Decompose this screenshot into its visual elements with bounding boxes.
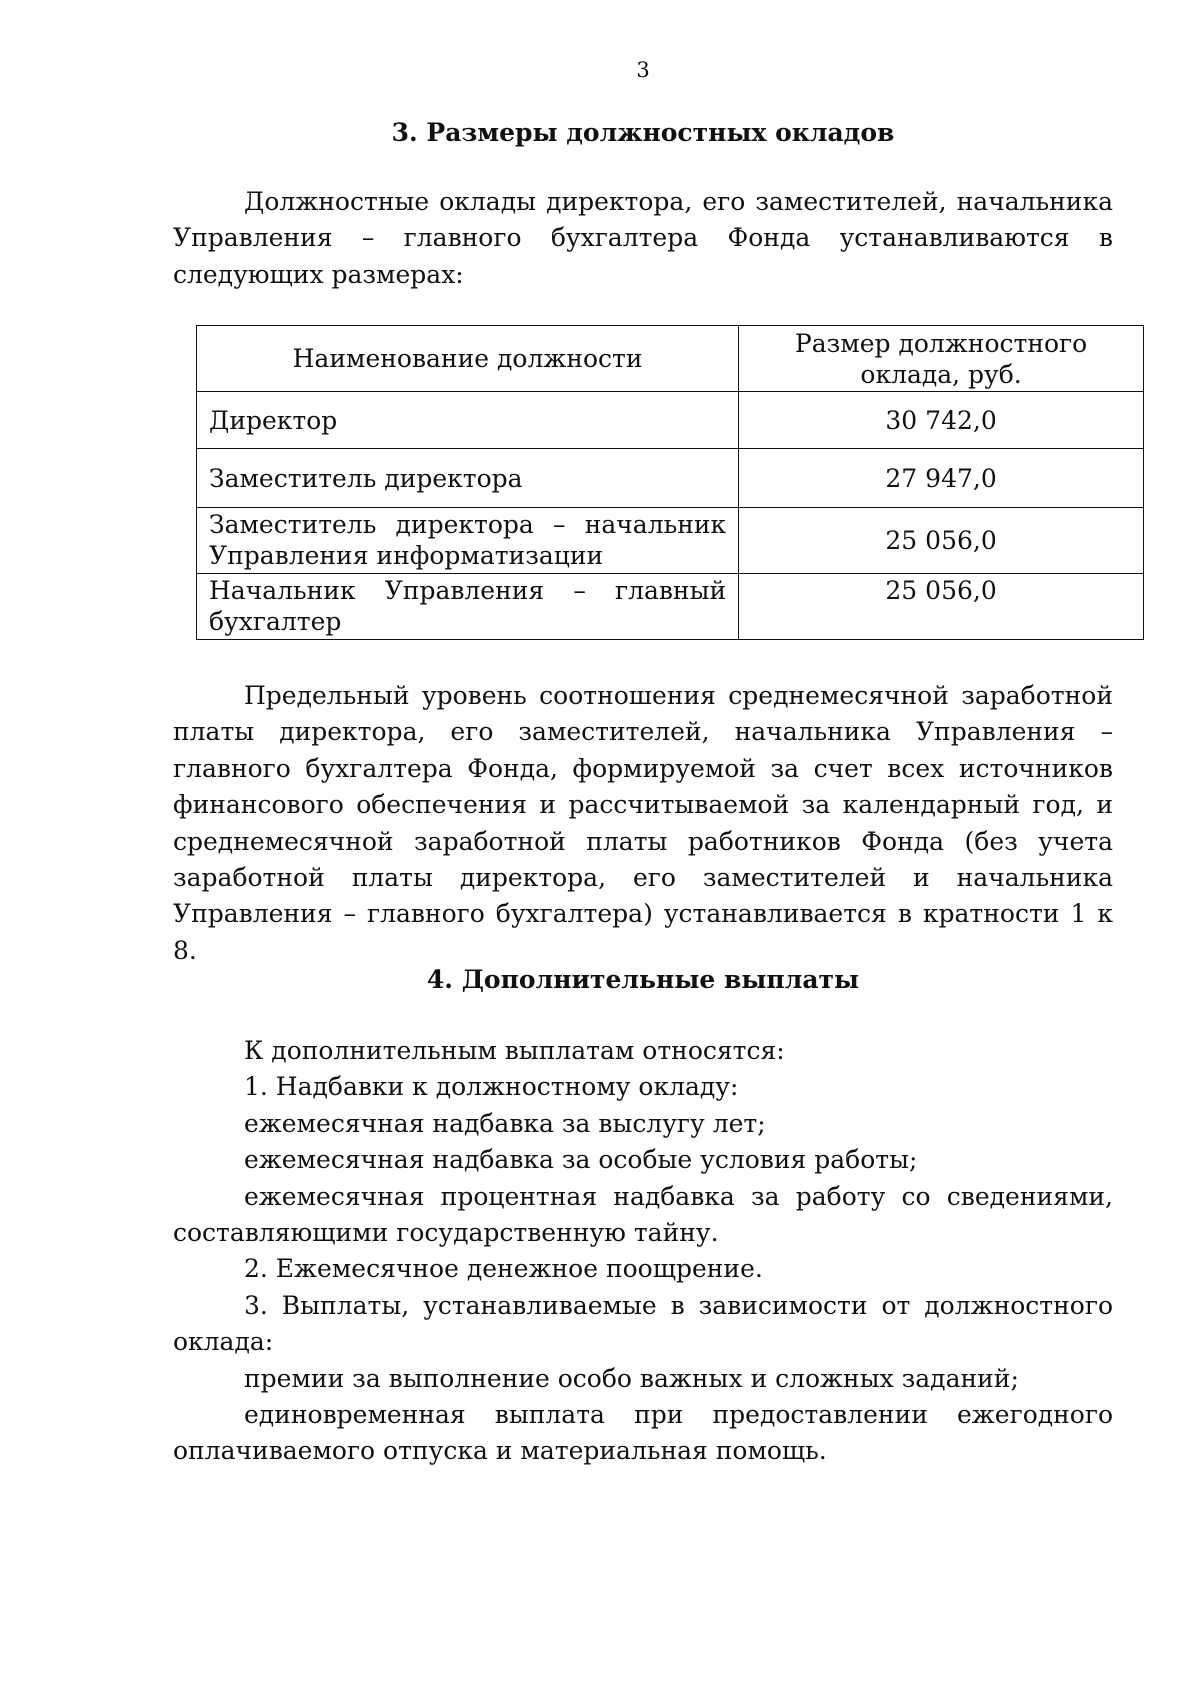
table-row [197, 392, 1144, 449]
table-row [197, 574, 1144, 640]
salary-table [196, 325, 1144, 640]
list-item: 3. Выплаты, устанавливаемые в зависимости от должностного оклада: [173, 1290, 1113, 1357]
position-cell: Начальник Управления – главный бухгалтер [197, 574, 739, 640]
table-row [197, 449, 1144, 508]
salary-cell: 27 947,0 [739, 449, 1144, 508]
list-item: единовременная выплата при предоставлении ежегодного оплачиваемого отпуска и материальная помощь. [173, 1400, 1113, 1466]
list-item: ежемесячная надбавка за выслугу лет; [244, 1108, 766, 1138]
salary-cell: 30 742,0 [739, 392, 1144, 449]
salary-cell: 25 056,0 [739, 508, 1144, 574]
page-number: 3 [636, 58, 650, 82]
ratio-paragraph: Предельный уровень соотношения среднемесячной заработной платы директора, его заместителей, начальника Управления – главного бухгалтера Фонда, формируемой за счет всех источников финансового обеспечения и рассчитываемой за календарный год, и среднемесячной заработной платы работников Фонда (без учета заработной платы директора, его заместителей и начальника Управления – главного бухгалтера) устанавливается в кратности 1 к 8. [173, 681, 1113, 965]
header-position: Наименование должности [197, 326, 739, 392]
section-4-heading: 4. Дополнительные выплаты [426, 965, 860, 994]
list-item: ежемесячная процентная надбавка за работу со сведениями, составляющими государственную тайну. [173, 1181, 1113, 1248]
list-item: ежемесячная надбавка за особые условия работы; [244, 1145, 918, 1175]
section-3-intro: Должностные оклады директора, его заместителей, начальника Управления – главного бухгалтера Фонда устанавливаются в следующих размерах: [173, 187, 1113, 289]
additional-payments-list [173, 1033, 1113, 1470]
table-row [197, 508, 1144, 574]
list-item: 2. Ежемесячное денежное поощрение. [244, 1254, 763, 1284]
list-item: 1. Надбавки к должностному окладу: [244, 1072, 739, 1102]
position-cell: Заместитель директора – начальник Управления информатизации [197, 508, 739, 574]
list-item: премии за выполнение особо важных и сложных заданий; [244, 1363, 1019, 1393]
position-cell: Заместитель директора [197, 449, 739, 508]
salary-cell: 25 056,0 [739, 574, 1144, 640]
table-header-row [197, 326, 1144, 392]
position-cell: Директор [197, 392, 739, 449]
list-item: К дополнительным выплатам относятся: [244, 1036, 785, 1065]
header-salary: Размер должностного оклада, руб. [739, 326, 1144, 392]
section-3-heading: 3. Размеры должностных окладов [391, 118, 895, 147]
